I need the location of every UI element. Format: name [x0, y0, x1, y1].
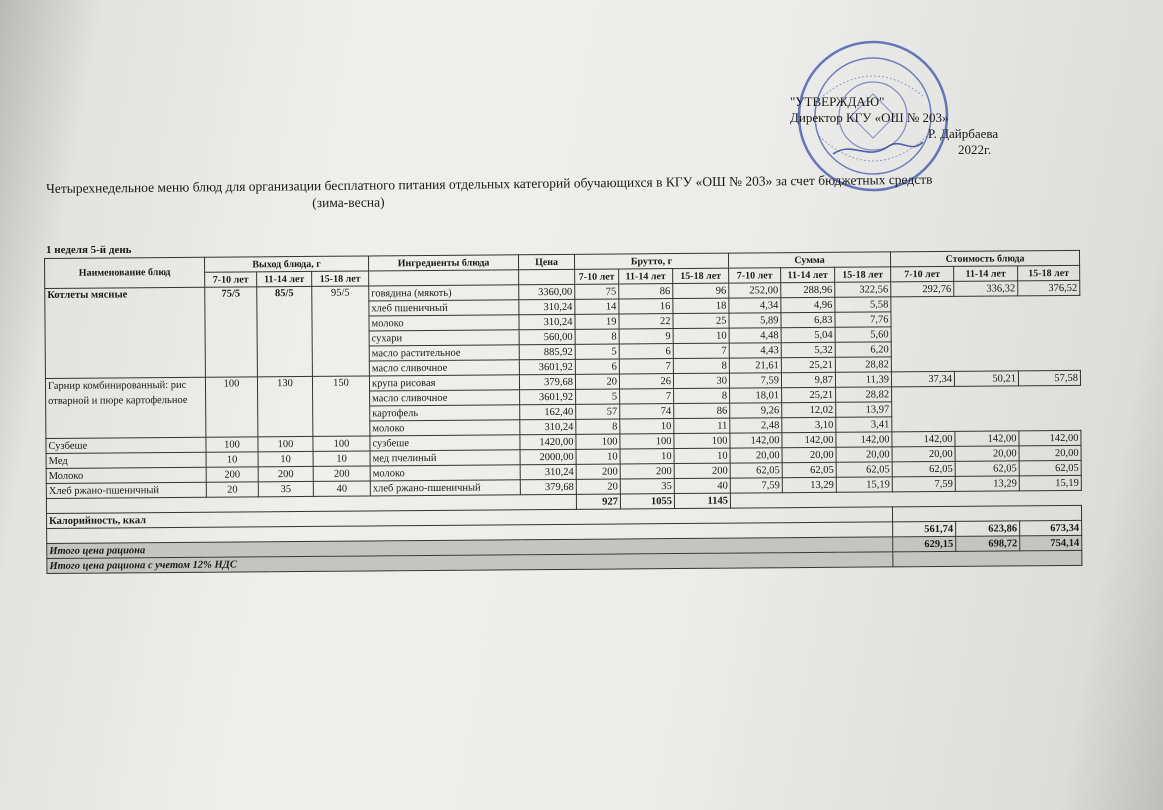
dish-name: Сузбеше: [46, 437, 206, 453]
cost-cell: 13,29: [955, 476, 1019, 492]
ration-total-cell: 629,15: [893, 536, 956, 551]
sum-cell: 18,01: [730, 388, 782, 403]
sum-cell: 4,43: [729, 343, 781, 358]
sum-cell: 20,00: [836, 447, 892, 462]
sum-cell: 4,48: [729, 328, 781, 343]
dish-output: 10: [313, 451, 370, 466]
brutto-cell: 200: [620, 464, 674, 479]
sum-cell: 5,04: [781, 327, 835, 342]
brutto-cell: 20: [575, 374, 619, 389]
header-ingredients: Ингредиенты блюда: [368, 255, 518, 271]
cost-cell: 7,59: [892, 476, 955, 491]
brutto-cell: 19: [575, 314, 619, 329]
header-age: 15-18 лет: [835, 267, 891, 282]
cost-cell: 37,34: [891, 371, 954, 386]
ingredient-price: 310,24: [520, 419, 576, 434]
dish-output: 200: [313, 466, 370, 481]
ingredient-price: 3601,92: [520, 389, 576, 404]
header-sum: Сумма: [728, 252, 890, 268]
title-line-2: (зима-весна): [312, 194, 385, 211]
brutto-cell: 10: [620, 449, 674, 464]
ingredient-price: 379,68: [520, 479, 576, 494]
brutto-cell: 10: [620, 419, 674, 434]
subtotal-cell: 623,86: [956, 521, 1020, 537]
subtotal-cell: 561,74: [893, 521, 956, 536]
brutto-cell: 10: [576, 449, 620, 464]
sum-cell: 4,96: [781, 297, 835, 312]
ingredient-name: хлеб пшеничный: [369, 300, 519, 316]
sum-cell: 28,82: [835, 357, 891, 372]
brutto-cell: 9: [619, 329, 673, 344]
sum-cell: 142,00: [730, 433, 782, 448]
dish-output: 100: [205, 377, 257, 437]
brutto-cell: 8: [575, 329, 619, 344]
ingredient-name: хлеб ржано-пшеничный: [370, 480, 520, 496]
sum-cell: 28,82: [836, 387, 892, 402]
brutto-cell: 5: [576, 389, 620, 404]
sum-cell: 9,87: [781, 372, 835, 387]
brutto-cell: 8: [576, 419, 620, 434]
sum-cell: 322,56: [835, 282, 891, 297]
cost-cell: 292,76: [891, 281, 954, 296]
approve-director: Директор КГУ «ОШ № 203»: [790, 110, 949, 125]
dish-output: 100: [258, 436, 313, 451]
brutto-cell: 7: [673, 343, 729, 358]
cost-cell: 376,52: [1018, 280, 1080, 295]
sum-cell: 13,97: [836, 402, 892, 417]
ingredient-price: 310,24: [519, 299, 575, 314]
dish-name: Котлеты мясные: [45, 287, 206, 378]
brutto-cell: 40: [674, 478, 730, 493]
header-age: 15-18 лет: [312, 271, 369, 286]
ration-total-cell: 754,14: [1020, 535, 1082, 550]
cost-cell: 50,21: [954, 371, 1018, 387]
header-empty: [519, 269, 575, 284]
sum-cell: 142,00: [782, 432, 836, 447]
brutto-cell: 26: [619, 374, 673, 389]
header-age: 11-14 лет: [781, 267, 835, 282]
ingredient-name: картофель: [370, 405, 520, 421]
dish-output: 200: [258, 466, 313, 481]
brutto-cell: 16: [619, 299, 673, 314]
brutto-cell: 20: [576, 479, 620, 494]
brutto-total: 1145: [674, 493, 730, 508]
ingredient-price: 310,24: [520, 464, 576, 479]
approve-date: 2022г.: [958, 142, 992, 157]
cost-cell: 15,19: [1019, 475, 1081, 490]
header-cost: Стоимость блюда: [890, 250, 1079, 266]
ingredient-price: 1420,00: [520, 434, 576, 449]
brutto-cell: 100: [620, 434, 674, 449]
ingredient-price: 560,00: [519, 329, 575, 344]
vat-total-label: Итого цена рациона с учетом 12% НДС: [47, 552, 893, 574]
cost-empty: [891, 295, 1081, 371]
ingredient-name: масло растительное: [369, 345, 519, 361]
cost-cell: 62,05: [955, 461, 1019, 477]
document-title: [46, 169, 1106, 214]
ingredient-price: 3601,92: [519, 359, 575, 374]
cost-cell: 20,00: [1019, 445, 1081, 460]
approval-block: [790, 94, 1040, 158]
sum-cell: 142,00: [836, 432, 892, 447]
brutto-cell: 100: [674, 433, 730, 448]
cost-cell: 20,00: [892, 446, 955, 461]
cost-cell: 142,00: [955, 431, 1019, 447]
brutto-cell: 100: [576, 434, 620, 449]
dish-output: 130: [257, 376, 312, 436]
dish-name: Мед: [46, 452, 206, 468]
brutto-cell: 22: [619, 314, 673, 329]
header-age: 15-18 лет: [1018, 265, 1080, 280]
dish-output: 75/5: [205, 287, 258, 377]
day-label: 1 неделя 5-й день: [46, 244, 132, 256]
brutto-cell: 86: [619, 284, 673, 299]
brutto-cell: 11: [674, 418, 730, 433]
sum-cell: 2,48: [730, 418, 782, 433]
sum-cell: 6,20: [835, 342, 891, 357]
sum-cell: 7,76: [835, 312, 891, 327]
sum-cell: 5,58: [835, 297, 891, 312]
cost-cell: 336,32: [954, 281, 1018, 297]
brutto-total: 927: [576, 494, 620, 509]
sum-cell: 11,39: [835, 372, 891, 387]
brutto-cell: 200: [674, 463, 730, 478]
dish-output: 95/5: [312, 286, 370, 376]
ingredient-price: 2000,00: [520, 449, 576, 464]
sum-cell: 3,41: [836, 417, 892, 432]
header-age: 7-10 лет: [891, 266, 954, 281]
ingredient-price: 379,68: [519, 374, 575, 389]
brutto-cell: 10: [673, 328, 729, 343]
ingredient-price: 885,92: [519, 344, 575, 359]
sum-cell: 5,60: [835, 327, 891, 342]
header-name: Наименование блюд: [45, 257, 205, 288]
ingredient-price: 162,40: [520, 404, 576, 419]
cost-cell: 62,05: [1019, 460, 1081, 475]
brutto-cell: 200: [576, 464, 620, 479]
dish-output: 20: [206, 482, 258, 497]
header-age: 7-10 лет: [575, 269, 619, 284]
ingredient-name: молоко: [370, 465, 520, 481]
header-brutto: Брутто, г: [574, 253, 728, 269]
title-line-1: Четырехнедельное меню блюд для организации бесплатного питания отдельных категорий обучающихся в КГУ «ОШ № 203» за счет бюджетных средств: [46, 171, 933, 196]
sum-cell: 9,26: [730, 403, 782, 418]
ingredient-name: молоко: [370, 420, 520, 436]
ingredient-name: крупа рисовая: [369, 375, 519, 391]
sum-cell: 25,21: [782, 387, 836, 402]
vat-total-empty: [893, 550, 1082, 566]
dish-name: Молоко: [46, 467, 206, 483]
brutto-cell: 10: [674, 448, 730, 463]
dish-output: 100: [206, 437, 258, 452]
sum-cell: 13,29: [782, 477, 836, 492]
sum-cell: 7,59: [729, 373, 781, 388]
cost-cell: 142,00: [892, 431, 955, 446]
dish-output: 10: [206, 452, 258, 467]
header-empty: [369, 270, 519, 286]
brutto-cell: 96: [673, 283, 729, 298]
sum-cell: 5,89: [729, 313, 781, 328]
brutto-cell: 25: [673, 313, 729, 328]
menu-table-wrap: [44, 250, 1082, 574]
header-age: 11-14 лет: [954, 266, 1018, 282]
menu-table: [44, 250, 1082, 574]
sum-cell: 25,21: [781, 357, 835, 372]
calories-empty: [892, 505, 1081, 521]
ingredient-name: масло сливочное: [369, 360, 519, 376]
brutto-cell: 57: [576, 404, 620, 419]
sum-cell: 288,96: [781, 282, 835, 297]
brutto-cell: 14: [575, 299, 619, 314]
dish-output: 150: [312, 376, 369, 436]
cost-cell: 57,58: [1018, 370, 1080, 385]
sum-cell: 62,05: [730, 463, 782, 478]
header-age: 15-18 лет: [673, 268, 729, 283]
sum-cell: 7,59: [730, 478, 782, 493]
calories-label: Калорийность, ккал: [47, 507, 893, 529]
sum-cell: 4,34: [729, 298, 781, 313]
dish-output: 100: [313, 436, 370, 451]
header-age: 7-10 лет: [729, 268, 781, 283]
approve-signature-line: [790, 126, 1040, 142]
dish-output: 40: [313, 481, 370, 496]
brutto-cell: 75: [575, 284, 619, 299]
brutto-cell: 18: [673, 298, 729, 313]
sum-cell: 252,00: [729, 283, 781, 298]
brutto-cell: 7: [620, 389, 674, 404]
brutto-cell: 8: [673, 358, 729, 373]
brutto-cell: 7: [619, 359, 673, 374]
dish-output: 10: [258, 451, 313, 466]
brutto-cell: 74: [620, 404, 674, 419]
brutto-cell: 6: [575, 359, 619, 374]
header-age: 7-10 лет: [205, 272, 257, 287]
dish-output: 85/5: [257, 286, 313, 376]
sum-cell: 21,61: [729, 358, 781, 373]
cost-cell: 20,00: [955, 446, 1019, 462]
brutto-cell: 5: [575, 344, 619, 359]
brutto-cell: 30: [673, 373, 729, 388]
cost-cell: 142,00: [1019, 430, 1081, 445]
ingredient-name: сухари: [369, 330, 519, 346]
header-output: Выход блюда, г: [204, 256, 368, 272]
ingredient-name: молоко: [369, 315, 519, 331]
sum-cell: 20,00: [782, 447, 836, 462]
cost-cell: 62,05: [892, 461, 955, 476]
ration-total-cell: 698,72: [956, 536, 1020, 552]
brutto-cell: 86: [674, 403, 730, 418]
brutto-cell: 35: [620, 479, 674, 494]
header-age: 11-14 лет: [257, 271, 312, 286]
approve-date-line: [790, 142, 1040, 158]
approve-heading: "УТВЕРЖДАЮ": [790, 94, 885, 109]
dish-name: Гарнир комбинированный: рис отварной и пюре картофельное: [45, 377, 205, 438]
cost-empty: [892, 385, 1081, 431]
sum-cell: 5,32: [781, 342, 835, 357]
sum-cell: 6,83: [781, 312, 835, 327]
ingredient-name: сузбеше: [370, 435, 520, 451]
ration-total-label: Итого цена рациона: [47, 537, 893, 559]
ingredient-name: мед пчелиный: [370, 450, 520, 466]
sum-cell: 3,10: [782, 417, 836, 432]
header-age: 11-14 лет: [619, 269, 673, 284]
sum-cell: 15,19: [836, 477, 892, 492]
ingredient-name: говядина (мякоть): [369, 285, 519, 301]
brutto-cell: 8: [674, 388, 730, 403]
ingredient-price: 3360,00: [519, 284, 575, 299]
sum-cell: 20,00: [730, 448, 782, 463]
ingredient-name: масло сливочное: [370, 390, 520, 406]
approve-signer-name: Р. Дайрбаева: [928, 126, 999, 141]
brutto-total: 1055: [620, 494, 674, 509]
subtotal-cell: 673,34: [1020, 520, 1082, 535]
sum-cell: 12,02: [782, 402, 836, 417]
brutto-cell: 6: [619, 344, 673, 359]
dish-name: Хлеб ржано-пшеничный: [46, 482, 206, 498]
ingredient-price: 310,24: [519, 314, 575, 329]
header-price: Цена: [518, 254, 574, 269]
sum-cell: 62,05: [836, 462, 892, 477]
dish-output: 35: [258, 481, 313, 496]
dish-output: 200: [206, 467, 258, 482]
sum-cell: 62,05: [782, 462, 836, 477]
